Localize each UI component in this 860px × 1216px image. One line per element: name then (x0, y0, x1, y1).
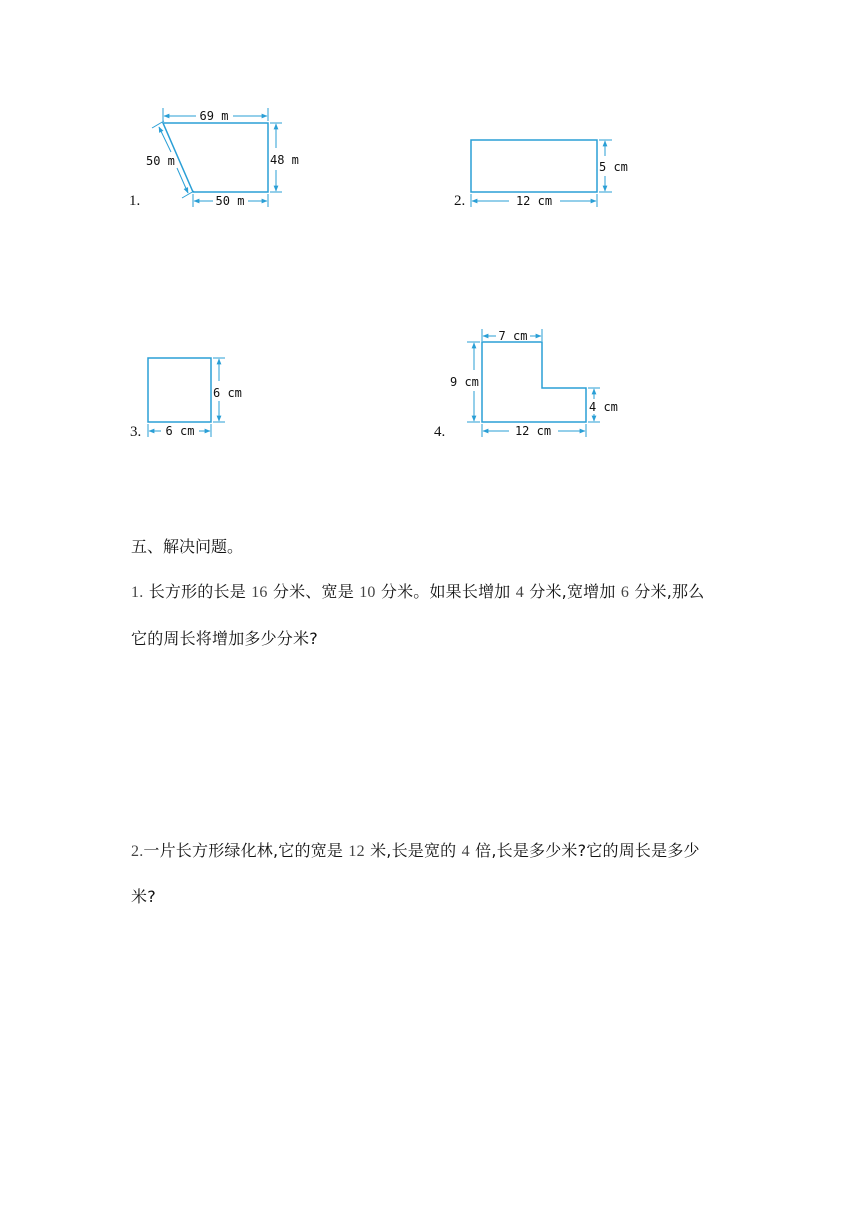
problem-2-number: 2. (131, 843, 144, 860)
problem-number-value: 4 (461, 843, 470, 860)
problem-number-value: 10 (359, 584, 376, 601)
problem-number-value: 6 (620, 584, 630, 601)
dim-top-label: 69 m (199, 109, 229, 123)
problem-1-number: 1. (131, 584, 144, 601)
figure-2-rectangle (0, 0, 860, 260)
dim-right-label: 4 cm (589, 400, 618, 414)
problem-text-segment: 长方形的长是 (148, 582, 252, 601)
dim-right-label: 48 m (270, 153, 299, 167)
problem-text-segment: 米,长是宽的 (364, 841, 462, 860)
problem-1-text (143, 582, 704, 601)
figure-4-number: 4. (434, 424, 446, 440)
dim-top-label: 7 cm (498, 329, 528, 343)
problem-text-segment: 分米。如果长增加 (375, 582, 516, 601)
dim-bottom-label: 12 cm (514, 424, 552, 438)
problem-number-value: 12 (348, 843, 365, 860)
figure-4-l-shape (0, 320, 860, 460)
problem-2-text (143, 841, 699, 860)
problem-2-line-1 (131, 838, 700, 861)
problem-number-value: 4 (515, 584, 524, 601)
problem-1-line-1 (131, 579, 704, 602)
dim-height-label: 5 cm (599, 160, 628, 174)
section-heading: 五、解决问题。 (131, 537, 244, 556)
problem-text-segment: 一片长方形绿化林,它的宽是 (143, 841, 349, 860)
dim-height-label: 6 cm (213, 386, 242, 400)
dim-left-label: 50 m (146, 154, 175, 168)
problem-text-segment: 倍,长是多少米?它的周长是多少 (469, 841, 700, 860)
dim-left-label: 9 cm (450, 375, 479, 389)
problem-number-value: 16 (251, 584, 268, 601)
figure-1-number: 1. (129, 193, 141, 209)
problem-text-segment: 分米,那么 (629, 582, 705, 601)
dim-width-label: 12 cm (515, 194, 553, 208)
problem-text-segment: 分米,宽增加 (523, 582, 621, 601)
dim-width-label: 6 cm (165, 424, 195, 438)
problem-2-line-2: 米? (131, 887, 156, 906)
problem-text-segment: 分米、宽是 (267, 582, 360, 601)
problem-1-line-2: 它的周长将增加多少分米? (131, 629, 318, 648)
figure-3-number: 3. (130, 424, 142, 440)
dim-bottom-label: 50 m (215, 194, 245, 208)
figure-2-number: 2. (454, 193, 466, 209)
